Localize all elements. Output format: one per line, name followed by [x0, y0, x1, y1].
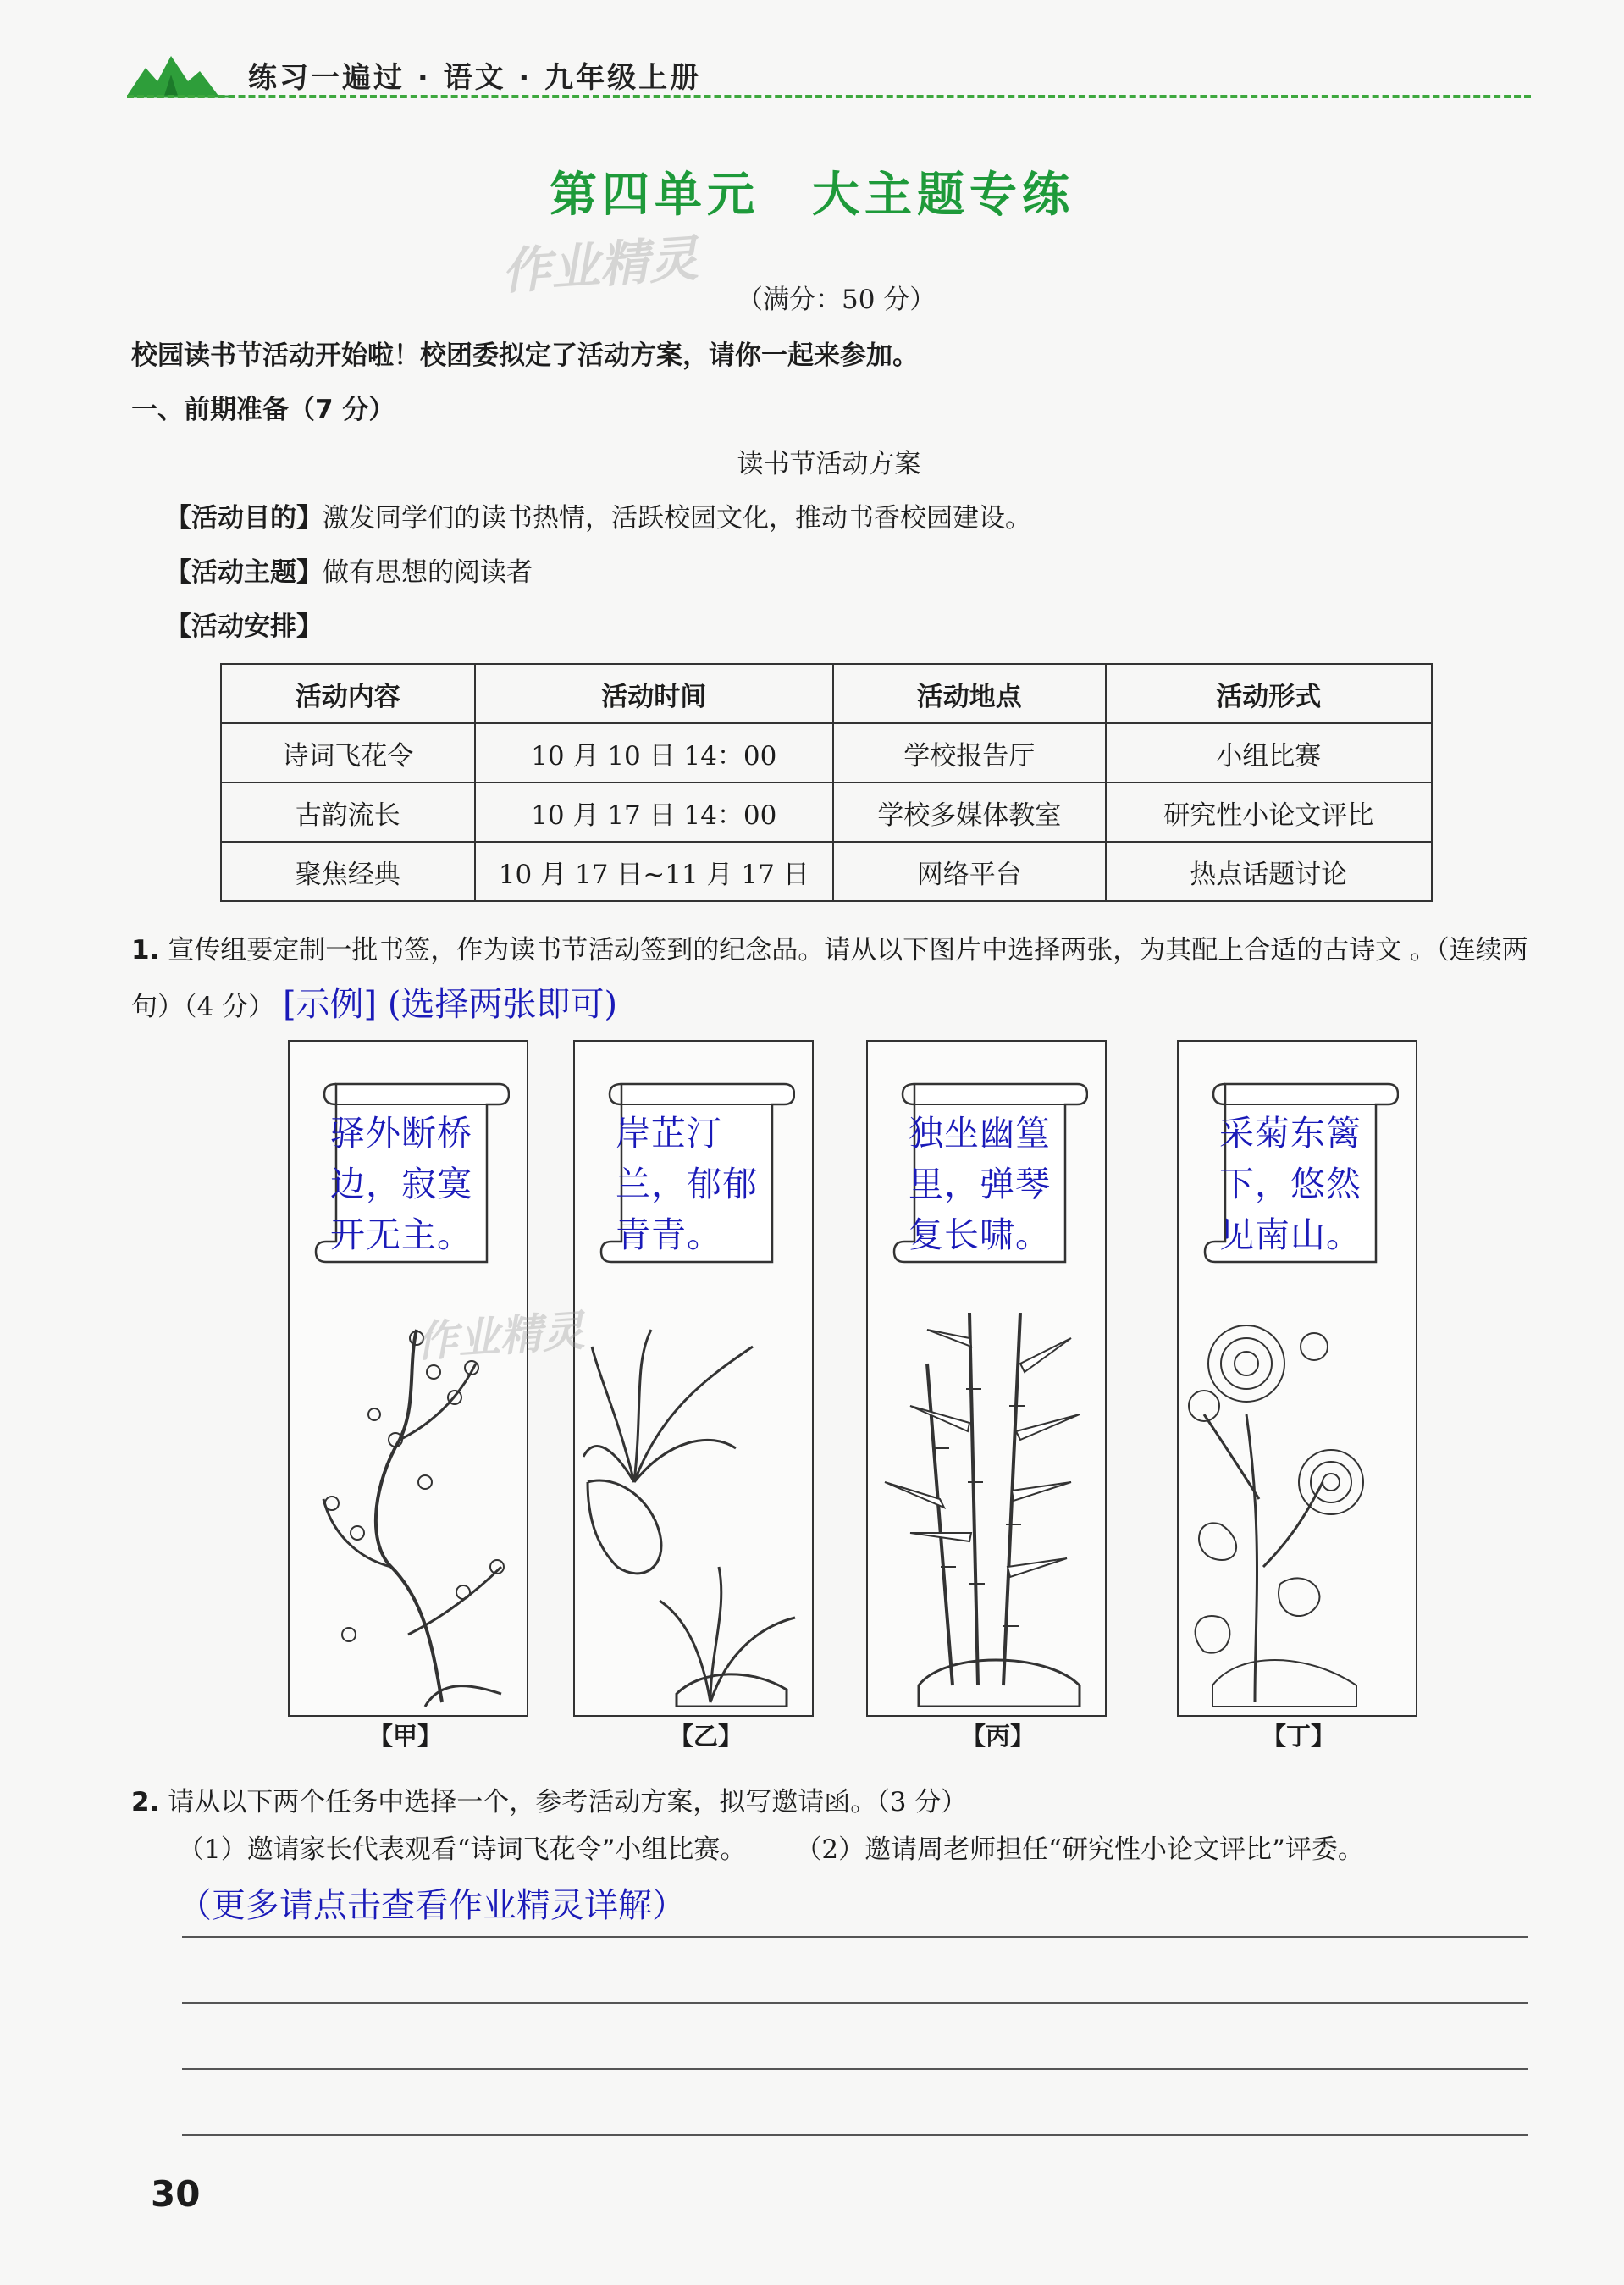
table-row: [221, 842, 1432, 901]
answer-line: [182, 2068, 1528, 2070]
page-number: 30: [151, 2173, 201, 2215]
question-2: [131, 1775, 967, 1829]
watermark-overlay: 作业精灵: [413, 1306, 587, 1367]
orchid-icon: [583, 1313, 804, 1707]
table-cell: 小组比赛: [1106, 723, 1432, 783]
question-1: [131, 923, 1537, 1034]
bookmark-bing: [866, 1040, 1107, 1717]
bookmark-poem: 独坐幽篁里，弹琴复长啸。: [909, 1113, 1051, 1255]
table-cell: 古韵流长: [221, 783, 475, 842]
schedule-table: [220, 663, 1433, 902]
intro-text: 校园读书节活动开始啦！校团委拟定了活动方案，请你一起来参加。: [131, 340, 919, 371]
bookmark-label: 【甲】: [368, 1722, 443, 1751]
theme-label: 【活动主题】: [165, 557, 323, 588]
table-cell: 10 月 10 日 14：00: [475, 723, 833, 783]
bookmark-label: 【乙】: [669, 1722, 743, 1751]
plan-arrangement: [165, 605, 323, 643]
plan-theme: [165, 551, 533, 589]
answer-line: [182, 1936, 1528, 1938]
table-cell: 网络平台: [833, 842, 1106, 901]
chrysanthemum-icon: [1187, 1313, 1407, 1707]
section-heading: 一、前期准备（7 分）: [131, 395, 395, 425]
unit-title: 第四单元 大主题专练: [550, 167, 1074, 223]
bookmark-jia: [288, 1040, 528, 1717]
bookmark-poem: 驿外断桥边，寂寞开无主。: [330, 1113, 472, 1255]
table-cell: 学校多媒体教室: [833, 783, 1106, 842]
column-header: 活动地点: [833, 664, 1106, 723]
bamboo-icon: [876, 1313, 1096, 1707]
bookmark-label: 【丁】: [1262, 1722, 1336, 1751]
mountain-logo-icon: [127, 49, 237, 100]
question-text: 宣传组要定制一批书签，作为读书节活动签到的纪念品。请从以下图片中选择两张，为其配上合适的古诗文 。（连续两句）（4 分）: [131, 935, 1528, 1022]
plan-title-text: 读书节活动方案: [737, 449, 921, 479]
plan-purpose: [165, 496, 1031, 534]
column-header: 活动时间: [475, 664, 833, 723]
theme-text: 做有思想的阅读者: [323, 557, 533, 588]
arrange-label: 【活动安排】: [165, 611, 323, 642]
plum-blossom-icon: [298, 1313, 518, 1707]
table-cell: 10 月 17 日~11 月 17 日: [475, 842, 833, 901]
question-number: 1.: [131, 935, 160, 965]
table-row: [221, 783, 1432, 842]
question-text: 请从以下两个任务中选择一个，参考活动方案，拟写邀请函。（3 分）: [168, 1787, 968, 1817]
task-options: [178, 1823, 1364, 1877]
answer-line: [182, 2134, 1528, 2136]
bookmark-label: 【丙】: [961, 1722, 1036, 1751]
table-header-row: [221, 664, 1432, 723]
bookmark-poem: 采菊东篱下，悠然见南山。: [1219, 1113, 1362, 1255]
purpose-label: 【活动目的】: [165, 503, 323, 534]
more-detail-link[interactable]: （更多请点击查看作业精灵详解）: [178, 1886, 686, 1925]
task-option-2: （2）邀请周老师担任“研究性小论文评比”评委。: [795, 1834, 1364, 1865]
table-cell: 研究性小论文评比: [1106, 783, 1432, 842]
task-option-1: （1）邀请家长代表观看“诗词飞花令”小组比赛。: [178, 1834, 747, 1865]
table-cell: 10 月 17 日 14：00: [475, 783, 833, 842]
table-row: [221, 723, 1432, 783]
table-cell: 学校报告厅: [833, 723, 1106, 783]
purpose-text: 激发同学们的读书热情，活跃校园文化，推动书香校园建设。: [323, 503, 1031, 534]
column-header: 活动形式: [1106, 664, 1432, 723]
bookmark-poem: 岸芷汀兰，郁郁青青。: [616, 1113, 758, 1255]
table-cell: 聚焦经典: [221, 842, 475, 901]
table-cell: 诗词飞花令: [221, 723, 475, 783]
bookmark-ding: [1177, 1040, 1417, 1717]
table-cell: 热点话题讨论: [1106, 842, 1432, 901]
answer-line: [182, 2002, 1528, 2004]
column-header: 活动内容: [221, 664, 475, 723]
plan-title: [0, 442, 1624, 480]
total-score: （满分：50 分）: [737, 285, 936, 315]
question-number: 2.: [131, 1787, 160, 1817]
answer-note: [示例] (选择两张即可): [282, 985, 618, 1024]
bookmark-yi: [573, 1040, 814, 1717]
header-divider: [127, 95, 1531, 98]
book-header-title: 练习一遍过 · 语文 · 九年级上册: [248, 61, 702, 95]
watermark: 作业精灵: [500, 229, 700, 301]
